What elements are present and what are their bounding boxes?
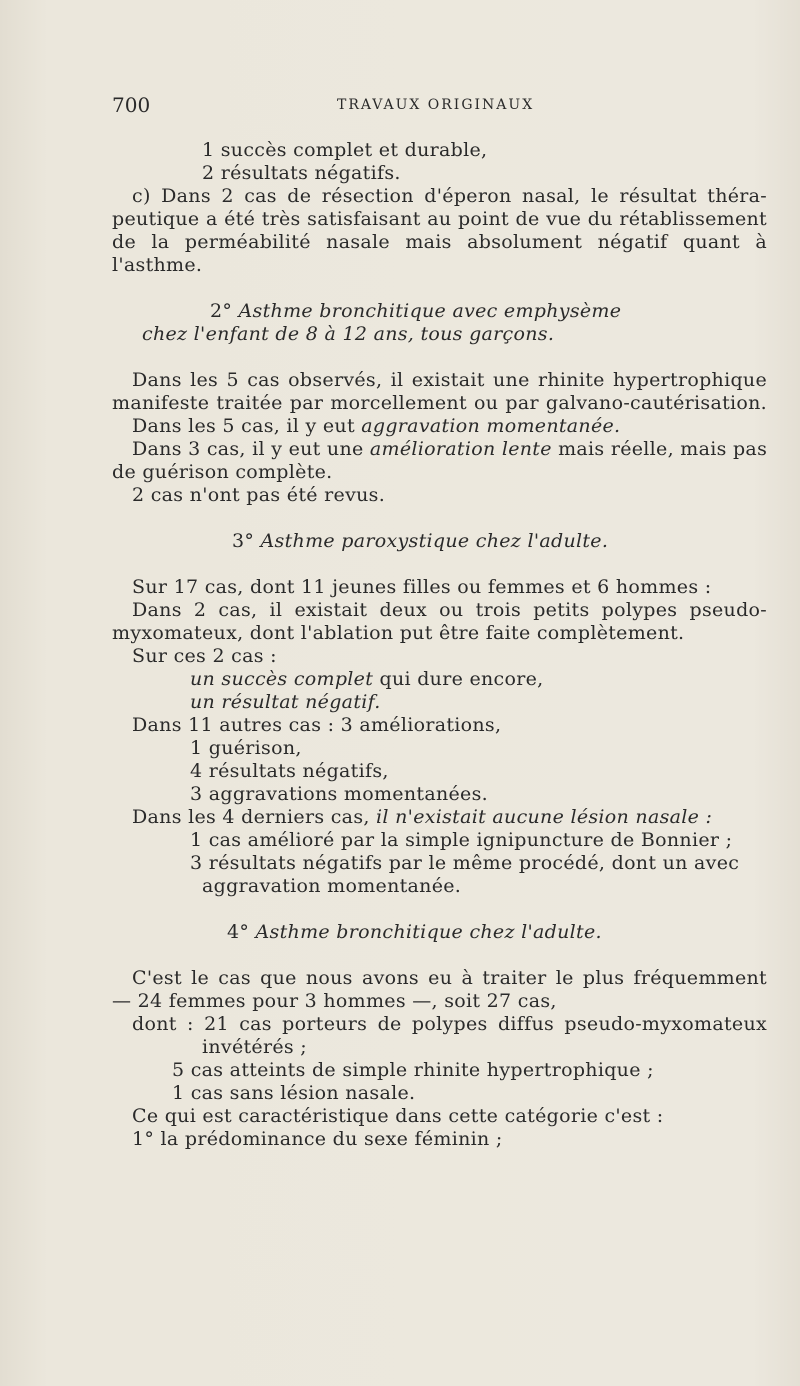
text-line [112, 415, 767, 438]
text-line [112, 668, 767, 691]
section-heading-cont: chez l'enfant de 8 à 12 ans, tous garçons. [142, 323, 555, 345]
heading-number: 4° [227, 921, 256, 943]
heading-title: Asthme bronchitique avec emphysème [238, 300, 622, 322]
spacer [112, 277, 767, 300]
text-line: 4 résultats négatifs, [190, 760, 389, 782]
spacer [112, 944, 767, 967]
page-header [112, 93, 767, 123]
text-span: Dans 3 cas, il y eut une [132, 438, 370, 460]
text-line: Dans les 5 cas observés, il existait une rhinite hypertrophique [132, 369, 767, 391]
italic-span: amélioration lente [369, 438, 552, 460]
text-line: — 24 femmes pour 3 hommes —, soit 27 cas, [112, 990, 557, 1012]
text-line: aggravation momentanée. [202, 875, 462, 897]
text-line: 3 résultats négatifs par le même procédé, dont un avec [190, 852, 740, 874]
section-heading [112, 300, 767, 323]
spacer [112, 507, 767, 530]
text-span: qui dure encore, [373, 668, 544, 690]
text-line [112, 806, 767, 829]
text-line: 5 cas atteints de simple rhinite hypertrophique ; [172, 1059, 654, 1081]
text-line: 2 résultats négatifs. [202, 162, 401, 184]
spacer [112, 553, 767, 576]
text-line: Sur ces 2 cas : [132, 645, 277, 667]
spacer [112, 346, 767, 369]
text-line: C'est le cas que nous avons eu à traiter le plus fréquemment [132, 967, 767, 989]
text-line: de guérison complète. [112, 461, 333, 483]
text-line: manifeste traitée par morcellement ou par galvano-cautérisation. [112, 392, 767, 414]
text-line: Ce qui est caractéristique dans cette catégorie c'est : [132, 1105, 664, 1127]
italic-span: un succès complet [190, 668, 374, 690]
section-heading [112, 921, 767, 944]
text-line: 2 cas n'ont pas été revus. [132, 484, 386, 506]
text-span: Dans les 5 cas, il y eut [132, 415, 362, 437]
running-title: TRAVAUX ORIGINAUX [337, 97, 535, 113]
text-line: Sur 17 cas, dont 11 jeunes filles ou femmes et 6 hommes : [132, 576, 712, 598]
text-span: mais réelle, mais pas [551, 438, 768, 460]
text-line: dont : 21 cas porteurs de polypes diffus pseudo-myxomateux [132, 1013, 767, 1035]
text-line: 1 succès complet et durable, [202, 139, 488, 161]
text-line: Dans 2 cas, il existait deux ou trois petits polypes pseudo- [132, 599, 767, 621]
text-line: peutique a été très satisfaisant au point de vue du rétablissement [112, 208, 767, 230]
heading-title: Asthme bronchitique chez l'adulte. [255, 921, 602, 943]
text-span: Dans les 4 derniers cas, [132, 806, 377, 828]
text-line: l'asthme. [112, 254, 203, 276]
page-number: 700 [112, 93, 151, 117]
text-line: 1° la prédominance du sexe féminin ; [132, 1128, 503, 1150]
text-line: c) Dans 2 cas de résection d'éperon nasal, le résultat théra- [132, 185, 767, 207]
text-line: 1 cas sans lésion nasale. [172, 1082, 416, 1104]
text-line: 1 cas amélioré par la simple ignipuncture de Bonnier ; [190, 829, 733, 851]
italic-span: aggravation momentanée. [361, 415, 621, 437]
text-line: 3 aggravations momentanées. [190, 783, 488, 805]
text-line: Dans 11 autres cas : 3 améliorations, [132, 714, 502, 736]
heading-number: 2° [210, 300, 239, 322]
text-line [112, 438, 767, 461]
text-line: 1 guérison, [190, 737, 302, 759]
text-line: myxomateux, dont l'ablation put être faite complètement. [112, 622, 685, 644]
text-line: invétérés ; [202, 1036, 307, 1058]
heading-title: Asthme paroxystique chez l'adulte. [260, 530, 609, 552]
page-body [112, 139, 767, 1151]
text-line: de la perméabilité nasale mais absolument négatif quant à [112, 231, 767, 253]
section-heading [112, 530, 767, 553]
heading-number: 3° [232, 530, 261, 552]
italic-span: il n'existait aucune lésion nasale : [376, 806, 713, 828]
text-line: un résultat négatif. [190, 691, 381, 713]
spacer [112, 898, 767, 921]
